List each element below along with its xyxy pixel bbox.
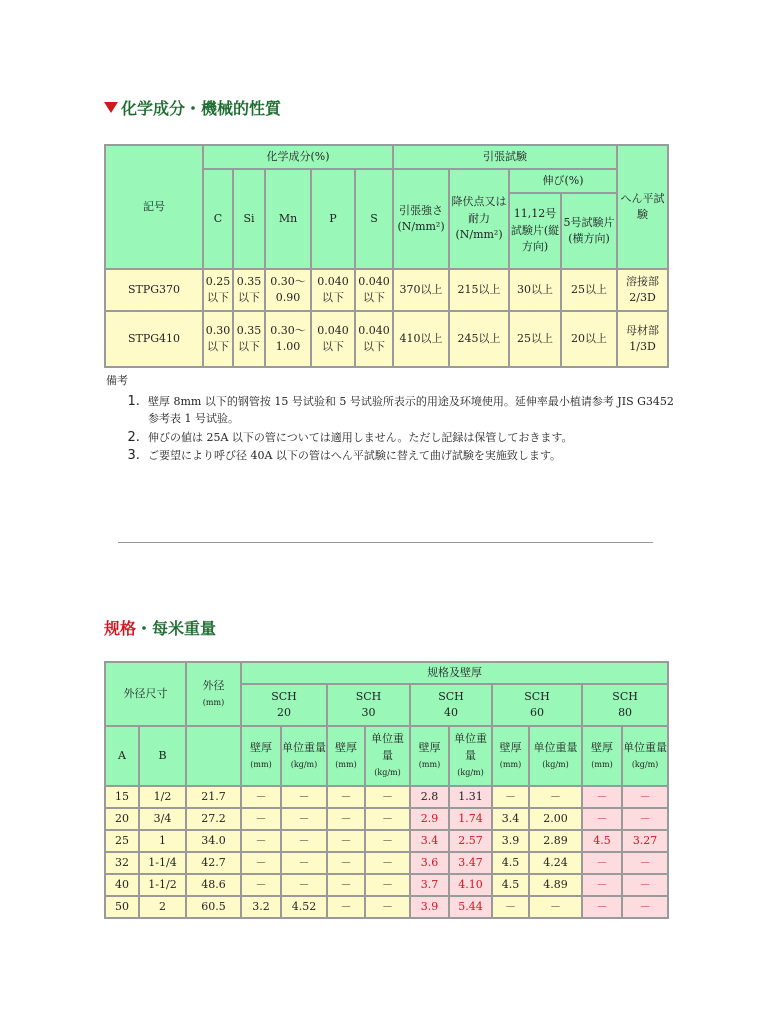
wall-cell: － — [241, 852, 281, 874]
weight-cell: － — [529, 896, 582, 918]
wall-cell: 3.9 — [492, 830, 529, 852]
table-row — [105, 874, 668, 896]
header-wall: 壁厚 (mm) — [582, 726, 622, 786]
flatten-cell: 溶接部2/3D — [617, 269, 668, 311]
wall-cell: － — [492, 896, 529, 918]
table-row — [105, 852, 668, 874]
header-sch-30: SCH 30 — [327, 684, 410, 726]
header-weight: 单位重量 (kg/m) — [622, 726, 668, 786]
weight-cell: 2.89 — [529, 830, 582, 852]
weight-cell: － — [365, 852, 410, 874]
wall-cell: 3.7 — [410, 874, 449, 896]
b-cell: 2 — [139, 896, 186, 918]
b-cell: 1 — [139, 830, 186, 852]
section-title-green-part: ・每米重量 — [136, 619, 217, 638]
wall-cell: 3.4 — [410, 830, 449, 852]
mn-cell: 0.30〜0.90 — [265, 269, 311, 311]
weight-cell: － — [365, 808, 410, 830]
od-cell: 48.6 — [186, 874, 241, 896]
notes-title: 備考 — [106, 374, 128, 387]
header-wall: 壁厚 (mm) — [410, 726, 449, 786]
wall-cell: － — [327, 852, 365, 874]
elong-11-12-cell: 30以上 — [509, 269, 561, 311]
c-cell: 0.30以下 — [203, 311, 233, 367]
header-flattening-test: へん平試験 — [617, 145, 668, 269]
wall-cell: － — [582, 852, 622, 874]
b-cell: 1/2 — [139, 786, 186, 808]
mn-cell: 0.30〜1.00 — [265, 311, 311, 367]
header-tensile-strength: 引張強さ(N/mm²) — [393, 169, 449, 269]
header-weight: 单位重量 (kg/m) — [365, 726, 410, 786]
table-row — [105, 896, 668, 918]
table-row — [105, 311, 668, 367]
wall-cell: 3.2 — [241, 896, 281, 918]
a-cell: 40 — [105, 874, 139, 896]
note-item: 3. ご要望により呼び径 40A 以下の管はへん平試験に替えて曲げ試験を実施致します。 — [144, 446, 674, 465]
spec-weight-table — [104, 661, 669, 919]
wall-cell: － — [582, 874, 622, 896]
weight-cell: － — [281, 852, 327, 874]
weight-cell: 5.44 — [449, 896, 492, 918]
b-cell: 3/4 — [139, 808, 186, 830]
wall-cell: 4.5 — [492, 874, 529, 896]
weight-cell: 1.74 — [449, 808, 492, 830]
a-cell: 32 — [105, 852, 139, 874]
symbol-cell: STPG410 — [105, 311, 203, 367]
si-cell: 0.35以下 — [233, 269, 265, 311]
chemical-mechanical-table — [104, 144, 669, 368]
od-cell: 27.2 — [186, 808, 241, 830]
a-cell: 50 — [105, 896, 139, 918]
weight-cell: － — [622, 896, 668, 918]
section-title-spec-weight — [104, 616, 216, 639]
weight-cell: 2.57 — [449, 830, 492, 852]
wall-cell: － — [492, 786, 529, 808]
section-title-text: 化学成分・機械的性質 — [121, 99, 282, 118]
s-cell: 0.040以下 — [355, 311, 393, 367]
note-item: 2. 伸びの値は 25A 以下の管については適用しません。ただし記録は保管しておきます。 — [144, 428, 674, 447]
b-cell: 1-1/2 — [139, 874, 186, 896]
wall-cell: － — [241, 808, 281, 830]
wall-cell: － — [582, 896, 622, 918]
header-od-spacer — [186, 726, 241, 786]
od-cell: 60.5 — [186, 896, 241, 918]
wall-cell: － — [241, 830, 281, 852]
header-mn: Mn — [265, 169, 311, 269]
weight-cell: 4.52 — [281, 896, 327, 918]
weight-cell: 4.89 — [529, 874, 582, 896]
header-sch-80: SCH 80 — [582, 684, 668, 726]
si-cell: 0.35以下 — [233, 311, 265, 367]
weight-cell: － — [529, 786, 582, 808]
header-wall: 壁厚 (mm) — [327, 726, 365, 786]
elong-11-12-cell: 25以上 — [509, 311, 561, 367]
a-cell: 20 — [105, 808, 139, 830]
weight-cell: 3.47 — [449, 852, 492, 874]
a-cell: 15 — [105, 786, 139, 808]
table-row — [105, 786, 668, 808]
weight-cell: － — [365, 786, 410, 808]
header-chem-composition: 化学成分(%) — [203, 145, 393, 169]
s-cell: 0.040以下 — [355, 269, 393, 311]
wall-cell: 4.5 — [582, 830, 622, 852]
wall-cell: 2.8 — [410, 786, 449, 808]
yield-cell: 245以上 — [449, 311, 509, 367]
header-elong-5: 5号試験片(横方向) — [561, 193, 617, 269]
header-p: P — [311, 169, 355, 269]
p-cell: 0.040以下 — [311, 311, 355, 367]
header-yield-point: 降伏点又は耐力(N/mm²) — [449, 169, 509, 269]
weight-cell: － — [281, 786, 327, 808]
header-si: Si — [233, 169, 265, 269]
header-wall: 壁厚 (mm) — [241, 726, 281, 786]
weight-cell: － — [365, 874, 410, 896]
p-cell: 0.040以下 — [311, 269, 355, 311]
weight-cell: － — [281, 830, 327, 852]
header-spec-wall: 规格及壁厚 — [241, 662, 668, 684]
weight-cell: 1.31 — [449, 786, 492, 808]
notes — [104, 372, 674, 465]
weight-cell: － — [365, 830, 410, 852]
wall-cell: － — [327, 808, 365, 830]
wall-cell: － — [327, 874, 365, 896]
table-row — [105, 830, 668, 852]
header-a: A — [105, 726, 139, 786]
weight-cell: － — [281, 808, 327, 830]
wall-cell: － — [582, 786, 622, 808]
header-elong-11-12: 11,12号試験片(縦方向) — [509, 193, 561, 269]
weight-cell: 3.27 — [622, 830, 668, 852]
weight-cell: － — [622, 786, 668, 808]
header-c: C — [203, 169, 233, 269]
wall-cell: 2.9 — [410, 808, 449, 830]
header-sch-40: SCH 40 — [410, 684, 492, 726]
wall-cell: － — [241, 874, 281, 896]
weight-cell: － — [281, 874, 327, 896]
table-row — [105, 269, 668, 311]
wall-cell: － — [582, 808, 622, 830]
b-cell: 1-1/4 — [139, 852, 186, 874]
triangle-down-icon — [104, 102, 118, 113]
header-elongation: 伸び(%) — [509, 169, 617, 193]
header-weight: 单位重量 (kg/m) — [529, 726, 582, 786]
elong-5-cell: 20以上 — [561, 311, 617, 367]
symbol-cell: STPG370 — [105, 269, 203, 311]
note-item: 1. 壁厚 8mm 以下的钢管按 15 号试验和 5 号试验所表示的用途及环境使用。延伸率最小植请参考 JIS G3452 参考表 1 号试验。 — [144, 392, 674, 428]
notes-list — [104, 392, 674, 465]
header-weight: 单位重量 (kg/m) — [281, 726, 327, 786]
header-weight: 单位重量 (kg/m) — [449, 726, 492, 786]
c-cell: 0.25以下 — [203, 269, 233, 311]
weight-cell: 4.24 — [529, 852, 582, 874]
header-sch-60: SCH 60 — [492, 684, 582, 726]
weight-cell: － — [622, 874, 668, 896]
a-cell: 25 — [105, 830, 139, 852]
table-row — [105, 808, 668, 830]
section-title-chemical-mechanical — [104, 96, 281, 119]
divider — [118, 542, 653, 543]
wall-cell: － — [327, 830, 365, 852]
yield-cell: 215以上 — [449, 269, 509, 311]
wall-cell: 3.6 — [410, 852, 449, 874]
flatten-cell: 母材部1/3D — [617, 311, 668, 367]
weight-rows — [105, 786, 668, 918]
header-b: B — [139, 726, 186, 786]
tensile-cell: 370以上 — [393, 269, 449, 311]
weight-cell: 2.00 — [529, 808, 582, 830]
weight-cell: － — [622, 808, 668, 830]
wall-cell: 3.9 — [410, 896, 449, 918]
header-tensile-test: 引張試験 — [393, 145, 617, 169]
header-symbol: 記号 — [105, 145, 203, 269]
weight-cell: 4.10 — [449, 874, 492, 896]
od-cell: 34.0 — [186, 830, 241, 852]
header-od-unit: (mm) — [202, 698, 225, 707]
wall-cell: － — [327, 896, 365, 918]
wall-cell: 4.5 — [492, 852, 529, 874]
header-wall: 壁厚 (mm) — [492, 726, 529, 786]
wall-cell: － — [327, 786, 365, 808]
weight-cell: － — [622, 852, 668, 874]
wall-cell: 3.4 — [492, 808, 529, 830]
elong-5-cell: 25以上 — [561, 269, 617, 311]
header-sch-20: SCH 20 — [241, 684, 327, 726]
wall-cell: － — [241, 786, 281, 808]
header-od — [186, 662, 241, 726]
header-size: 外径尺寸 — [105, 662, 186, 726]
header-od-label: 外径 — [202, 678, 225, 692]
od-cell: 42.7 — [186, 852, 241, 874]
tensile-cell: 410以上 — [393, 311, 449, 367]
section-title-red-part: 规格 — [104, 619, 137, 638]
od-cell: 21.7 — [186, 786, 241, 808]
header-s: S — [355, 169, 393, 269]
weight-cell: － — [365, 896, 410, 918]
